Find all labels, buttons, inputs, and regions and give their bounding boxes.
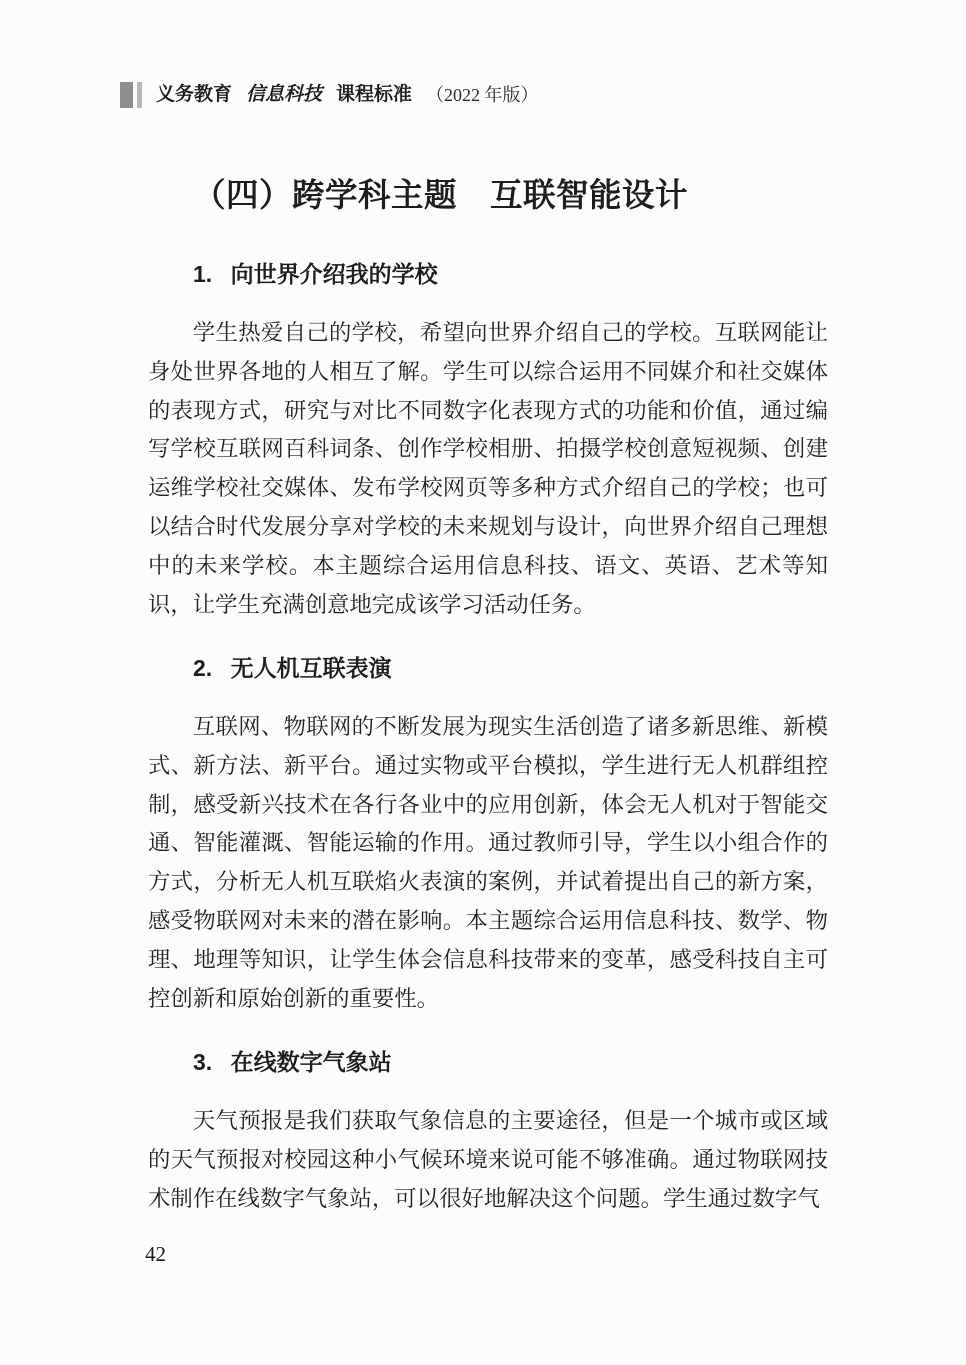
- header-bar-dark-icon: [120, 82, 133, 108]
- section-2-number: 2.: [193, 655, 213, 681]
- section-3-number: 3.: [193, 1049, 213, 1075]
- header-bar-light-icon: [137, 82, 142, 108]
- section-1-paragraph: 学生热爱自己的学校，希望向世界介绍自己的学校。互联网能让身处世界各地的人相互了解。学生可以综合运用不同媒介和社交媒体的表现方式，研究与对比不同数字化表现方式的功能和价值，通过编写学校互联网百科词条、创作学校相册、拍摄学校创意短视频、创建运维学校社交媒体、发布学校网页等多种方式介绍自己的学校；也可以结合时代发展分享对学校的未来规划与设计，向世界介绍自己理想中的未来学校。本主题综合运用信息科技、语文、英语、艺术等知识，让学生充满创意地完成该学习活动任务。: [148, 320, 828, 617]
- header-label-type: 课程标准: [336, 84, 413, 105]
- section-3-paragraph: 天气预报是我们获取气象信息的主要途径，但是一个城市或区域的天气预报对校园这种小气候环境来说可能不够准确。通过物联网技术制作在线数字气象站，可以很好地解决这个问题。学生通过数字气: [148, 1108, 828, 1211]
- running-header: [120, 80, 539, 110]
- header-label-subject: 信息科技: [246, 84, 323, 105]
- section-2-title: 无人机互联表演: [230, 655, 392, 681]
- page-number: 42: [145, 1242, 166, 1266]
- section-1-heading: [193, 256, 438, 289]
- section-3-heading: [193, 1044, 392, 1077]
- header-label-stage: 义务教育: [156, 84, 233, 105]
- section-2-heading: [193, 650, 392, 683]
- section-2-paragraph: 互联网、物联网的不断发展为现实生活创造了诸多新思维、新模式、新方法、新平台。通过实物或平台模拟，学生进行无人机群组控制，感受新兴技术在各行各业中的应用创新，体会无人机对于智能交通、智能灌溉、智能运输的作用。通过教师引导，学生以小组合作的方式，分析无人机互联焰火表演的案例，并试着提出自己的新方案，感受物联网对未来的潜在影响。本主题综合运用信息科技、数学、物理、地理等知识，让学生体会信息科技带来的变革，感受科技自主可控创新和原始创新的重要性。: [148, 714, 828, 1011]
- chapter-title: （四）跨学科主题 互联智能设计: [193, 178, 689, 214]
- section-1-number: 1.: [193, 261, 213, 287]
- header-label-edition: （2022 年版）: [426, 85, 539, 105]
- section-3-title: 在线数字气象站: [230, 1049, 392, 1075]
- section-1-title: 向世界介绍我的学校: [230, 261, 438, 287]
